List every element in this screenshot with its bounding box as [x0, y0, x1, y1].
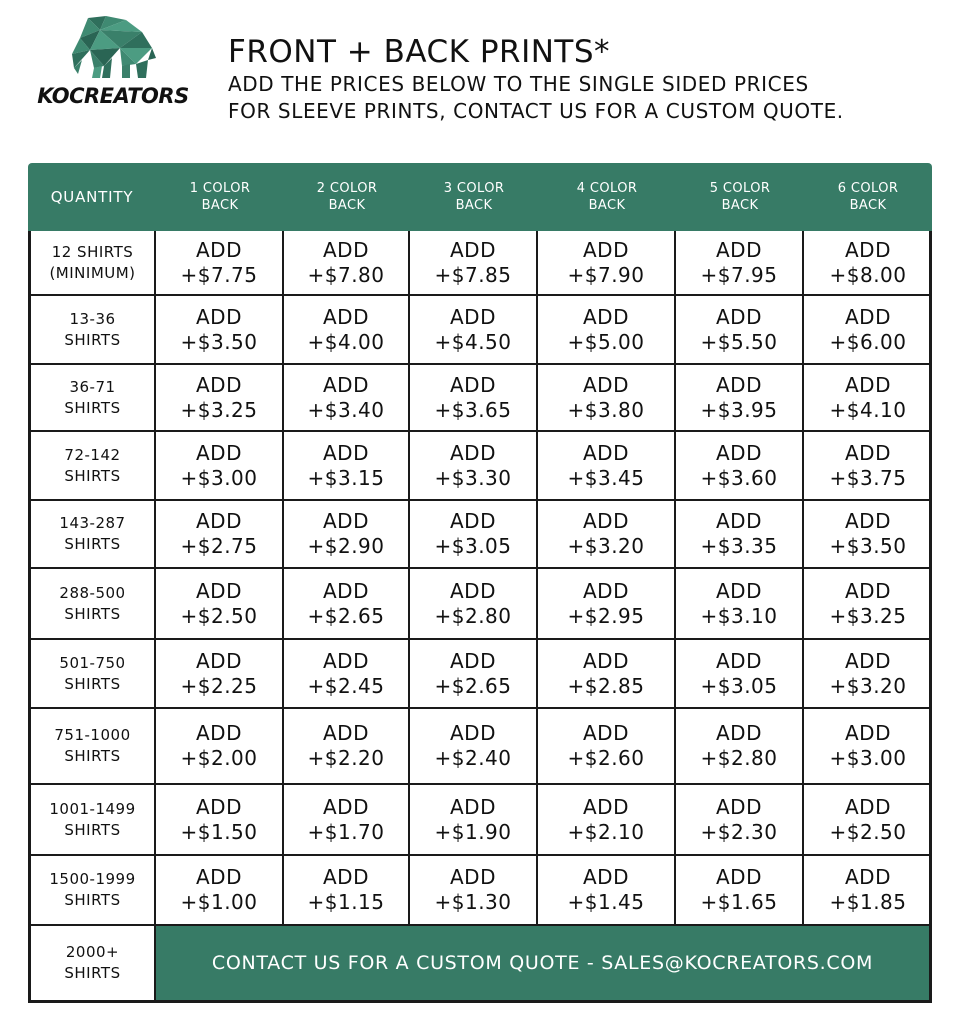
price-value: +$2.25 — [180, 673, 258, 698]
price-value: +$2.80 — [434, 603, 512, 628]
add-label: ADD — [450, 237, 496, 262]
price-cell — [676, 432, 804, 501]
price-cell — [676, 785, 804, 856]
price-cell — [676, 856, 804, 926]
price-value: +$2.50 — [180, 603, 258, 628]
price-value: +$4.00 — [307, 329, 385, 354]
price-value: +$2.50 — [829, 819, 907, 844]
price-value: +$2.60 — [567, 746, 645, 770]
price-cell — [410, 640, 538, 709]
add-label: ADD — [450, 794, 496, 819]
price-value: +$3.25 — [829, 603, 907, 628]
add-label: ADD — [323, 648, 369, 673]
quantity-cell — [31, 856, 156, 926]
price-value: +$2.00 — [180, 746, 258, 770]
price-cell — [284, 640, 410, 709]
add-label: ADD — [450, 304, 496, 329]
column-header-4-color-back — [538, 163, 676, 231]
price-value: +$8.00 — [829, 262, 907, 287]
price-cell — [156, 501, 284, 569]
price-value: +$7.85 — [434, 262, 512, 287]
price-cell — [538, 785, 676, 856]
add-label: ADD — [196, 372, 242, 397]
price-cell — [284, 856, 410, 926]
add-label: ADD — [583, 440, 629, 465]
quantity-line: 1001-1499 — [49, 799, 136, 818]
quantity-line: SHIRTS — [64, 674, 121, 693]
add-label: ADD — [583, 865, 629, 889]
price-value: +$3.45 — [567, 465, 645, 490]
quantity-line: 288-500 — [59, 583, 126, 602]
add-label: ADD — [845, 794, 891, 819]
add-label: ADD — [196, 865, 242, 889]
price-cell — [804, 709, 932, 785]
price-value: +$2.45 — [307, 673, 385, 698]
price-value: +$5.50 — [700, 329, 778, 354]
price-value: +$6.00 — [829, 329, 907, 354]
price-value: +$3.00 — [180, 465, 258, 490]
column-header-6-color-back — [804, 163, 932, 231]
add-label: ADD — [196, 578, 242, 603]
add-label: ADD — [450, 865, 496, 889]
add-label: ADD — [196, 648, 242, 673]
quantity-line: SHIRTS — [64, 604, 121, 623]
quantity-line: SHIRTS — [64, 747, 121, 765]
price-cell — [156, 640, 284, 709]
quantity-cell — [31, 640, 156, 709]
price-cell — [804, 501, 932, 569]
price-cell — [284, 709, 410, 785]
add-label: ADD — [845, 865, 891, 889]
price-cell — [156, 569, 284, 640]
price-value: +$4.10 — [829, 397, 907, 422]
add-label: ADD — [716, 440, 762, 465]
add-label: ADD — [323, 237, 369, 262]
add-label: ADD — [450, 372, 496, 397]
elephant-logo-icon — [60, 14, 160, 80]
quantity-cell — [31, 926, 156, 1000]
add-label: ADD — [583, 721, 629, 745]
price-cell — [156, 709, 284, 785]
pricing-table — [28, 163, 932, 1003]
add-label: ADD — [845, 578, 891, 603]
add-label: ADD — [845, 304, 891, 329]
price-cell — [410, 856, 538, 926]
price-cell — [410, 501, 538, 569]
price-value: +$3.60 — [700, 465, 778, 490]
price-value: +$3.50 — [180, 329, 258, 354]
add-label: ADD — [845, 372, 891, 397]
price-cell — [410, 365, 538, 432]
quantity-line: 751-1000 — [54, 726, 131, 744]
subtitle-line-2: FOR SLEEVE PRINTS, CONTACT US FOR A CUSTOM QUOTE. — [228, 99, 844, 123]
quantity-line: 72-142 — [64, 445, 121, 464]
price-cell — [156, 856, 284, 926]
quantity-line: SHIRTS — [64, 820, 121, 839]
add-label: ADD — [323, 865, 369, 889]
column-header-line: 1 COLOR — [189, 181, 251, 196]
price-cell — [676, 501, 804, 569]
add-label: ADD — [845, 509, 891, 533]
price-value: +$7.90 — [567, 262, 645, 287]
add-label: ADD — [196, 794, 242, 819]
price-value: +$2.95 — [567, 603, 645, 628]
price-cell — [538, 501, 676, 569]
price-value: +$2.30 — [700, 819, 778, 844]
add-label: ADD — [450, 648, 496, 673]
add-label: ADD — [583, 578, 629, 603]
price-value: +$2.85 — [567, 673, 645, 698]
price-value: +$2.90 — [307, 534, 385, 558]
subtitle-line-1: ADD THE PRICES BELOW TO THE SINGLE SIDED PRICES — [228, 72, 809, 96]
price-value: +$3.05 — [700, 673, 778, 698]
quantity-line: SHIRTS — [64, 891, 121, 909]
price-value: +$3.80 — [567, 397, 645, 422]
price-cell — [538, 856, 676, 926]
add-label: ADD — [323, 578, 369, 603]
price-value: +$2.40 — [434, 746, 512, 770]
add-label: ADD — [196, 721, 242, 745]
column-header-quantity: QUANTITY — [50, 187, 134, 206]
add-label: ADD — [845, 648, 891, 673]
column-header-line: 4 COLOR — [576, 181, 638, 196]
price-cell — [804, 432, 932, 501]
price-cell — [410, 231, 538, 296]
price-value: +$2.80 — [700, 746, 778, 770]
quantity-line: 1500-1999 — [49, 870, 136, 888]
price-cell — [804, 856, 932, 926]
brand-name: KOCREATORS — [37, 84, 189, 108]
price-cell — [676, 569, 804, 640]
price-cell — [804, 231, 932, 296]
column-header-5-color-back — [676, 163, 804, 231]
price-cell — [410, 785, 538, 856]
add-label: ADD — [323, 794, 369, 819]
price-value: +$3.10 — [700, 603, 778, 628]
add-label: ADD — [450, 721, 496, 745]
price-value: +$1.70 — [307, 819, 385, 844]
price-value: +$7.80 — [307, 262, 385, 287]
price-value: +$1.85 — [829, 890, 907, 914]
quantity-cell — [31, 569, 156, 640]
price-value: +$1.65 — [700, 890, 778, 914]
quantity-cell — [31, 432, 156, 501]
add-label: ADD — [583, 237, 629, 262]
price-cell — [804, 640, 932, 709]
price-cell — [410, 296, 538, 365]
add-label: ADD — [583, 304, 629, 329]
page-title: FRONT + BACK PRINTS* — [228, 34, 611, 70]
price-cell — [284, 569, 410, 640]
column-header-line: BACK — [455, 198, 493, 213]
price-cell — [156, 231, 284, 296]
price-cell — [284, 501, 410, 569]
price-cell — [538, 365, 676, 432]
price-cell — [538, 432, 676, 501]
price-value: +$1.45 — [567, 890, 645, 914]
quantity-line: SHIRTS — [64, 330, 121, 349]
price-value: +$3.65 — [434, 397, 512, 422]
price-value: +$3.25 — [180, 397, 258, 422]
price-cell — [676, 709, 804, 785]
quantity-cell — [31, 231, 156, 296]
quantity-cell — [31, 296, 156, 365]
quantity-line: 13-36 — [69, 309, 116, 328]
add-label: ADD — [583, 372, 629, 397]
add-label: ADD — [196, 440, 242, 465]
add-label: ADD — [716, 509, 762, 533]
price-value: +$3.95 — [700, 397, 778, 422]
quantity-cell — [31, 501, 156, 569]
price-value: +$3.15 — [307, 465, 385, 490]
price-value: +$7.75 — [180, 262, 258, 287]
price-cell — [804, 785, 932, 856]
quantity-line: SHIRTS — [64, 466, 121, 485]
price-value: +$2.20 — [307, 746, 385, 770]
price-value: +$1.90 — [434, 819, 512, 844]
price-value: +$5.00 — [567, 329, 645, 354]
price-value: +$2.10 — [567, 819, 645, 844]
price-value: +$3.20 — [567, 534, 645, 558]
column-header-line: 6 COLOR — [837, 181, 899, 196]
add-label: ADD — [450, 440, 496, 465]
add-label: ADD — [323, 509, 369, 533]
add-label: ADD — [716, 794, 762, 819]
add-label: ADD — [716, 865, 762, 889]
price-value: +$3.35 — [700, 534, 778, 558]
price-value: +$3.30 — [434, 465, 512, 490]
price-cell — [804, 365, 932, 432]
price-value: +$1.50 — [180, 819, 258, 844]
price-value: +$3.75 — [829, 465, 907, 490]
quantity-line: SHIRTS — [64, 398, 121, 417]
price-cell — [156, 296, 284, 365]
column-header-line: BACK — [201, 198, 239, 213]
add-label: ADD — [323, 304, 369, 329]
price-cell — [676, 365, 804, 432]
price-value: +$3.20 — [829, 673, 907, 698]
price-value: +$1.15 — [307, 890, 385, 914]
price-value: +$3.40 — [307, 397, 385, 422]
column-header-line: 5 COLOR — [709, 181, 771, 196]
price-value: +$2.65 — [434, 673, 512, 698]
add-label: ADD — [845, 440, 891, 465]
brand-logo — [28, 14, 198, 108]
add-label: ADD — [323, 440, 369, 465]
add-label: ADD — [716, 372, 762, 397]
price-cell — [410, 432, 538, 501]
price-cell — [284, 231, 410, 296]
price-cell — [538, 709, 676, 785]
quantity-line: 12 SHIRTS — [51, 242, 134, 261]
price-value: +$3.50 — [829, 534, 907, 558]
column-header-line: BACK — [328, 198, 366, 213]
quantity-cell — [31, 709, 156, 785]
price-cell — [284, 785, 410, 856]
price-cell — [804, 569, 932, 640]
quantity-line: SHIRTS — [64, 964, 121, 982]
add-label: ADD — [323, 721, 369, 745]
quantity-line: 36-71 — [69, 377, 116, 396]
price-cell — [284, 296, 410, 365]
column-header-3-color-back — [410, 163, 538, 231]
price-cell — [284, 365, 410, 432]
price-value: +$3.00 — [829, 746, 907, 770]
price-cell — [538, 569, 676, 640]
table-header — [28, 163, 932, 231]
add-label: ADD — [583, 509, 629, 533]
add-label: ADD — [323, 372, 369, 397]
price-cell — [156, 432, 284, 501]
price-value: +$2.75 — [180, 534, 258, 558]
price-cell — [284, 432, 410, 501]
price-cell — [538, 296, 676, 365]
price-value: +$1.00 — [180, 890, 258, 914]
table-body — [28, 231, 932, 1003]
quantity-line: (MINIMUM) — [49, 263, 136, 282]
add-label: ADD — [716, 237, 762, 262]
price-cell — [676, 231, 804, 296]
add-label: ADD — [716, 304, 762, 329]
column-header-line: 2 COLOR — [316, 181, 378, 196]
column-header-line: 3 COLOR — [443, 181, 505, 196]
quantity-line: 501-750 — [59, 653, 126, 672]
price-cell — [410, 569, 538, 640]
add-label: ADD — [716, 721, 762, 745]
add-label: ADD — [845, 721, 891, 745]
price-cell — [538, 231, 676, 296]
add-label: ADD — [845, 237, 891, 262]
price-value: +$4.50 — [434, 329, 512, 354]
price-cell — [156, 365, 284, 432]
add-label: ADD — [583, 648, 629, 673]
add-label: ADD — [450, 578, 496, 603]
add-label: ADD — [196, 237, 242, 262]
price-cell — [676, 296, 804, 365]
price-value: +$1.30 — [434, 890, 512, 914]
add-label: ADD — [716, 578, 762, 603]
column-header-2-color-back — [284, 163, 410, 231]
price-cell — [676, 640, 804, 709]
add-label: ADD — [583, 794, 629, 819]
column-header-line: BACK — [721, 198, 759, 213]
add-label: ADD — [196, 304, 242, 329]
quantity-line: 2000+ — [65, 943, 120, 961]
price-value: +$7.95 — [700, 262, 778, 287]
column-header-line: BACK — [588, 198, 626, 213]
price-cell — [804, 296, 932, 365]
quantity-line: SHIRTS — [64, 535, 121, 553]
price-value: +$3.05 — [434, 534, 512, 558]
price-cell — [410, 709, 538, 785]
column-header-line: BACK — [849, 198, 887, 213]
add-label: ADD — [196, 509, 242, 533]
quantity-cell — [31, 365, 156, 432]
add-label: ADD — [716, 648, 762, 673]
price-cell — [538, 640, 676, 709]
add-label: ADD — [450, 509, 496, 533]
column-header-1-color-back — [156, 163, 284, 231]
price-value: +$2.65 — [307, 603, 385, 628]
price-cell — [156, 785, 284, 856]
quantity-line: 143-287 — [59, 514, 126, 532]
custom-quote-banner: CONTACT US FOR A CUSTOM QUOTE - SALES@KOCREATORS.COM — [156, 926, 929, 1000]
quantity-cell — [31, 785, 156, 856]
